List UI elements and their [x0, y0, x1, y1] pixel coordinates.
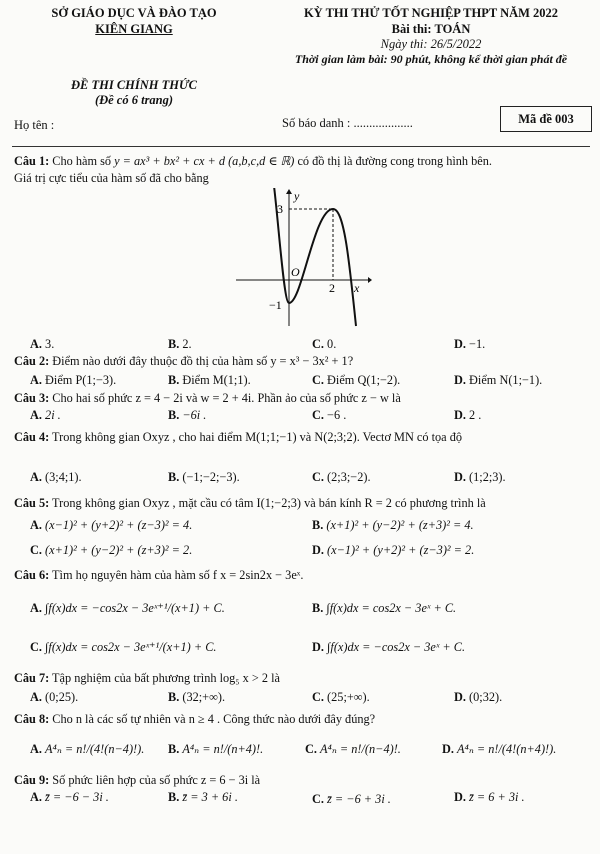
q7-opt-b-letter: B.	[168, 690, 180, 704]
q2-number: Câu 2:	[14, 354, 50, 368]
q2-opt-a-letter: A.	[30, 373, 42, 387]
q1-opt-d-letter: D.	[454, 337, 466, 351]
q9-opt-a: z̄ = −6 − 3i .	[45, 790, 109, 804]
subject: Bài thi: TOÁN	[391, 22, 471, 36]
q4-opt-d: (1;2;3).	[469, 470, 506, 484]
q9-opt-c: z̄ = −6 + 3i .	[327, 792, 391, 806]
department-name: SỞ GIÁO DỤC VÀ ĐÀO TẠO	[51, 6, 217, 20]
q4-opt-a: (3;4;1).	[45, 470, 82, 484]
header-divider	[12, 146, 590, 147]
q3-number: Câu 3:	[14, 391, 50, 405]
q6-text: Tìm họ nguyên hàm của hàm số f x = 2sin2x − 3eˣ.	[52, 568, 304, 582]
q5-opt-b-letter: B.	[312, 518, 324, 532]
q3-opt-b: −6i .	[182, 408, 207, 422]
candidate-id-label: Số báo danh : ...................	[282, 116, 413, 130]
q1-text-b: có đồ thị là đường cong trong hình bên.	[297, 154, 492, 168]
q8-opt-a-letter: A.	[30, 742, 42, 756]
province-name: KIÊN GIANG	[95, 22, 173, 36]
graph-x-label: x	[354, 281, 360, 295]
q8-opt-d-letter: D.	[442, 742, 454, 756]
q1-opt-b-letter: B.	[168, 337, 180, 351]
q4-opt-b-letter: B.	[168, 470, 180, 484]
graph-origin: O	[291, 265, 300, 279]
exam-date: Ngày thi: 26/5/2022	[380, 37, 482, 51]
q5-text: Trong không gian Oxyz , mặt cầu có tâm I(1;−2;3) và bán kính R = 2 có phương trình là	[52, 496, 486, 510]
q3-opt-c: −6 .	[327, 408, 347, 422]
q9-opt-d: z̄ = 6 + 3i .	[469, 790, 525, 804]
time-allowed: Thời gian làm bài: 90 phút, không kể thời gian phát đề	[294, 52, 568, 66]
q1-graph	[232, 188, 372, 328]
graph-tick-minus1: −1	[269, 298, 282, 312]
q4-opt-c-letter: C.	[312, 470, 324, 484]
q2-opt-c-letter: C.	[312, 373, 324, 387]
q1-opt-d: −1.	[469, 337, 486, 351]
q1-text-a: Cho hàm số	[52, 154, 112, 168]
q3-opt-a: 2i .	[45, 408, 61, 422]
q3-opt-d: 2 .	[469, 408, 482, 422]
q9-text: Số phức liên hợp của số phức z = 6 − 3i là	[52, 773, 261, 787]
q6-opt-d: ∫f(x)dx = −cos2x − 3eˣ + C.	[327, 640, 466, 654]
q5-opt-c: (x+1)² + (y−2)² + (z+3)² = 2.	[45, 543, 193, 557]
q1-formula: y = ax³ + bx² + cx + d (a,b,c,d ∈ ℝ)	[114, 154, 295, 168]
q8-opt-c-letter: C.	[305, 742, 317, 756]
q6-opt-c: ∫f(x)dx = cos2x − 3eˣ⁺¹/(x+1) + C.	[45, 640, 217, 654]
q8-opt-c: A⁴ₙ = n!/(n−4)!.	[320, 742, 401, 756]
q2-opt-a: Điểm P(1;−3).	[45, 373, 117, 387]
q4-number: Câu 4:	[14, 430, 50, 444]
q5-opt-d: (x−1)² + (y+2)² + (z−3)² = 2.	[327, 543, 475, 557]
exam-title: KỲ THI THỬ TỐT NGHIỆP THPT NĂM 2022	[303, 6, 559, 20]
name-label: Họ tên :	[14, 118, 55, 132]
q7-opt-c: (25;+∞).	[327, 690, 370, 704]
q6-opt-a-letter: A.	[30, 601, 42, 615]
q9-opt-c-letter: C.	[312, 792, 324, 806]
graph-tick-3: 3	[277, 202, 283, 216]
exam-code-box: Mã đề 003	[500, 106, 592, 132]
q2-opt-d: Điểm N(1;−1).	[469, 373, 543, 387]
q8-number: Câu 8:	[14, 712, 50, 726]
q7-opt-c-letter: C.	[312, 690, 324, 704]
q8-opt-d: A⁴ₙ = n!/(4!(n+4)!).	[457, 742, 557, 756]
graph-y-label: y	[294, 189, 300, 203]
official-label: ĐỀ THI CHÍNH THỨC	[70, 78, 198, 92]
q9-number: Câu 9:	[14, 773, 50, 787]
q8-opt-a: A⁴ₙ = n!/(4!(n−4)!).	[45, 742, 145, 756]
q9-opt-b-letter: B.	[168, 790, 180, 804]
q6-opt-b: ∫f(x)dx = cos2x − 3eˣ + C.	[326, 601, 457, 615]
q5-opt-d-letter: D.	[312, 543, 324, 557]
q6-number: Câu 6:	[14, 568, 50, 582]
q5-opt-b: (x+1)² + (y−2)² + (z+3)² = 4.	[326, 518, 474, 532]
q1-number: Câu 1:	[14, 154, 50, 168]
q7-opt-a: (0;25).	[45, 690, 79, 704]
q2-opt-c: Điểm Q(1;−2).	[327, 373, 401, 387]
q3-opt-c-letter: C.	[312, 408, 324, 422]
q6-opt-a: ∫f(x)dx = −cos2x − 3eˣ⁺¹/(x+1) + C.	[45, 601, 225, 615]
q1-opt-c: 0.	[327, 337, 337, 351]
q3-opt-a-letter: A.	[30, 408, 42, 422]
q4-opt-b: (−1;−2;−3).	[182, 470, 240, 484]
graph-tick-2: 2	[329, 281, 335, 295]
q6-opt-c-letter: C.	[30, 640, 42, 654]
x-axis-arrow	[368, 277, 372, 283]
q7-opt-b: (32;+∞).	[182, 690, 226, 704]
q4-opt-a-letter: A.	[30, 470, 42, 484]
pages-note: (Đề có 6 trang)	[94, 93, 174, 107]
q7-number: Câu 7:	[14, 671, 50, 685]
q5-number: Câu 5:	[14, 496, 50, 510]
q8-opt-b-letter: B.	[168, 742, 180, 756]
q5-opt-a-letter: A.	[30, 518, 42, 532]
q7-text: Tập nghiệm của bất phương trình log₅ x > 2 là	[52, 671, 280, 685]
q8-opt-b: A⁴ₙ = n!/(n+4)!.	[182, 742, 264, 756]
q1-opt-a-letter: A.	[30, 337, 42, 351]
q1-line2: Giá trị cực tiểu của hàm số đã cho bằng	[14, 171, 209, 185]
q4-text: Trong không gian Oxyz , cho hai điểm M(1;1;−1) và N(2;3;2). Vectơ MN có tọa độ	[52, 430, 463, 444]
q2-opt-b: Điểm M(1;1).	[182, 373, 251, 387]
q6-opt-d-letter: D.	[312, 640, 324, 654]
q7-opt-a-letter: A.	[30, 690, 42, 704]
q2-opt-b-letter: B.	[168, 373, 180, 387]
q7-opt-d-letter: D.	[454, 690, 466, 704]
q1-opt-b: 2.	[182, 337, 192, 351]
q5-opt-a: (x−1)² + (y+2)² + (z−3)² = 4.	[45, 518, 193, 532]
q6-opt-b-letter: B.	[312, 601, 324, 615]
q1-opt-c-letter: C.	[312, 337, 324, 351]
q9-opt-a-letter: A.	[30, 790, 42, 804]
y-axis-arrow	[286, 189, 292, 194]
q3-opt-b-letter: B.	[168, 408, 180, 422]
q2-opt-d-letter: D.	[454, 373, 466, 387]
q1-opt-a: 3.	[45, 337, 55, 351]
q9-opt-d-letter: D.	[454, 790, 466, 804]
q3-text: Cho hai số phức z = 4 − 2i và w = 2 + 4i. Phần ảo của số phức z − w là	[52, 391, 401, 405]
q3-opt-d-letter: D.	[454, 408, 466, 422]
q4-opt-d-letter: D.	[454, 470, 466, 484]
q9-opt-b: z̄ = 3 + 6i .	[182, 790, 238, 804]
q2-text: Điểm nào dưới đây thuộc đồ thị của hàm số y = x³ − 3x² + 1?	[52, 354, 354, 368]
q7-opt-d: (0;32).	[469, 690, 503, 704]
q5-opt-c-letter: C.	[30, 543, 42, 557]
q8-text: Cho n là các số tự nhiên và n ≥ 4 . Công thức nào dưới đây đúng?	[52, 712, 376, 726]
q4-opt-c: (2;3;−2).	[327, 470, 371, 484]
